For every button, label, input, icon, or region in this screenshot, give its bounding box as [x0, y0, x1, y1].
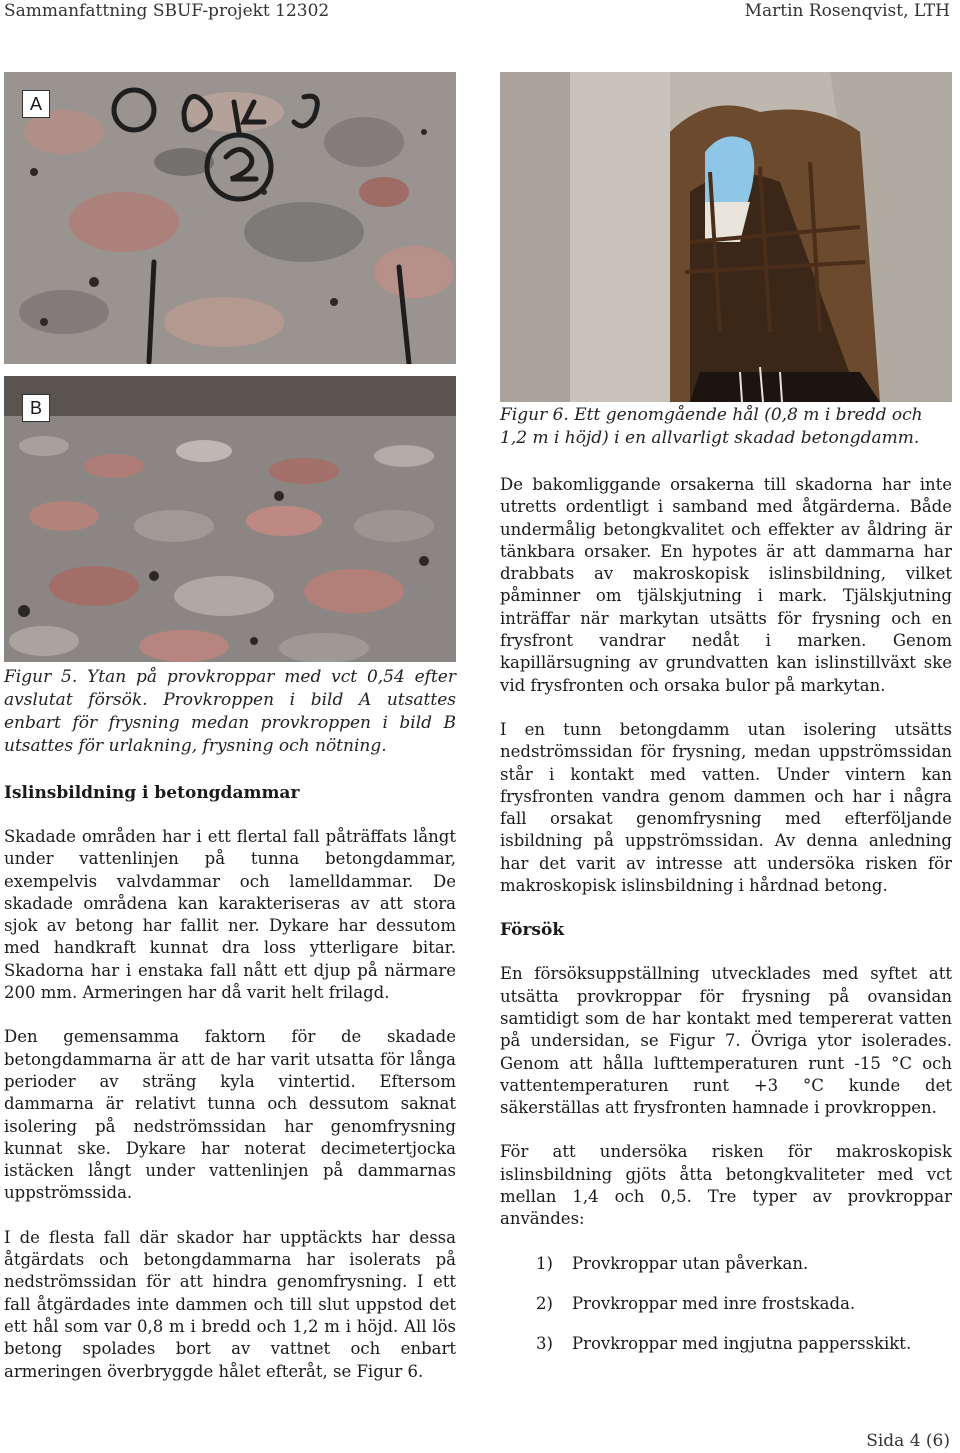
- list-item-text: Provkroppar med ingjutna pappersskikt.: [572, 1333, 912, 1353]
- left-column: [4, 782, 456, 1405]
- photo-b-label: B: [22, 394, 50, 422]
- list-item-number: 2): [536, 1293, 553, 1313]
- photo-figure-6: [500, 72, 952, 402]
- left-paragraph-3: I de flesta fall där skador har upptäckts har dessa åtgärdats och betongdammarna har isolerats på nedströmssidan för att hindra genomfrysning. I ett fall åtgärdades inte dammen och till slut uppstod det ett hål som var 0,8 m i bredd och 1,2 m i höjd. All lös betong spolades bort av vattnet och enbart armeringen överbryggde hålet efteråt, se Figur 6.: [4, 1227, 456, 1381]
- photo-b: [4, 376, 456, 662]
- list-item-number: 1): [536, 1253, 553, 1273]
- right-paragraph-1: De bakomliggande orsakerna till skadorna har inte utretts ordentligt i samband med åtgärderna. Både undermålig betongkvalitet och effekter av åldring är tänkbara orsaker. En hypotes är att dammarna har drabbats av makroskopisk islinsbildning, vilket påminner om tjälskjutning i mark. Tjälskjutning inträffar när markytan utsätts för frysning och en frysfront vandrar nedåt i marken. Genom kapillärsugning av grundvatten kan islinstillväxt ske vid frysfronten och orsaka bulor på markytan.: [500, 475, 952, 695]
- page-number: Sida 4 (6): [866, 1431, 950, 1451]
- list-item: [536, 1293, 952, 1315]
- list-item-number: 3): [536, 1333, 553, 1353]
- figure-6-caption: Figur 6. Ett genomgående hål (0,8 m i bredd och 1,2 m i höjd) i en allvarligt skadad betongdamm.: [500, 405, 923, 448]
- figure-5-caption: Figur 5. Ytan på provkroppar med vct 0,54 efter avslutat försök. Provkroppen i bild A utsattes enbart för frysning medan provkroppen i bild B utsattes för urlakning, frysning och nötning.: [4, 667, 456, 756]
- header-left: Sammanfattning SBUF-projekt 12302: [4, 1, 330, 21]
- list-item-text: Provkroppar utan påverkan.: [572, 1253, 809, 1273]
- right-paragraph-2: I en tunn betongdamm utan isolering utsätts nedströmssidan för frysning, medan uppströmssidan står i kontakt med vatten. Under vintern kan frysfronten vandra genom dammen och har i några fall orsakat genomfrysning med efterföljande isbildning på uppströmssidan. Av denna anledning har det varit av intresse att undersöka risken för makroskopisk islinsbildning i hårdnad betong.: [500, 719, 952, 896]
- specimen-type-list: [536, 1253, 952, 1355]
- list-item-text: Provkroppar med inre frostskada.: [572, 1293, 856, 1313]
- list-item: [536, 1333, 952, 1355]
- photo-a: [4, 72, 456, 364]
- header-right: Martin Rosenqvist, LTH: [744, 1, 950, 21]
- section-heading-islinsbildning: Islinsbildning i betongdammar: [4, 783, 300, 803]
- right-paragraph-4: För att undersöka risken för makroskopisk islinsbildning gjöts åtta betongkvaliteter med vct mellan 1,4 och 0,5. Tre typer av provkroppar användes:: [500, 1142, 952, 1229]
- photo-a-label: A: [22, 90, 50, 118]
- left-paragraph-1: Skadade områden har i ett flertal fall påträffats långt under vattenlinjen på tunna betongdammar, exempelvis valvdammar och lamelldammar. De skadade områdena kan karakteriseras av att stora sjok av betong har fallit ner. Dykare har dessutom med handkraft kunnat dra loss ytterligare bitar. Skadorna har i enstaka fall nått ett djup på närmare 200 mm. Armeringen har då varit helt frilagd.: [4, 827, 456, 1003]
- list-item: [536, 1253, 952, 1275]
- right-column: [500, 474, 952, 1373]
- right-paragraph-3: En försöksuppställning utvecklades med syftet att utsätta provkroppar för frysning på ovansidan samtidigt som de har kontakt med tempererat vatten på undersidan, se Figur 7. Övriga ytor isolerades. Genom att hålla lufttemperaturen runt -15 °C och vattentemperaturen runt +3 °C kunde det säkerställas att frysfronten hamnade i provkroppen.: [500, 964, 952, 1118]
- section-heading-forsok: Försök: [500, 920, 565, 941]
- left-paragraph-2: Den gemensamma faktorn för de skadade betongdammarna är att de har varit utsatta för långa perioder av sträng kyla vintertid. Eftersom dammarna är relativt tunna och dessutom saknat isolering på nedströmssidan har genomfrysning kunnat ske. Dykare har noterat decimetertjocka istäcken långt under vattenlinjen på dammarnas uppströmssida.: [4, 1027, 456, 1203]
